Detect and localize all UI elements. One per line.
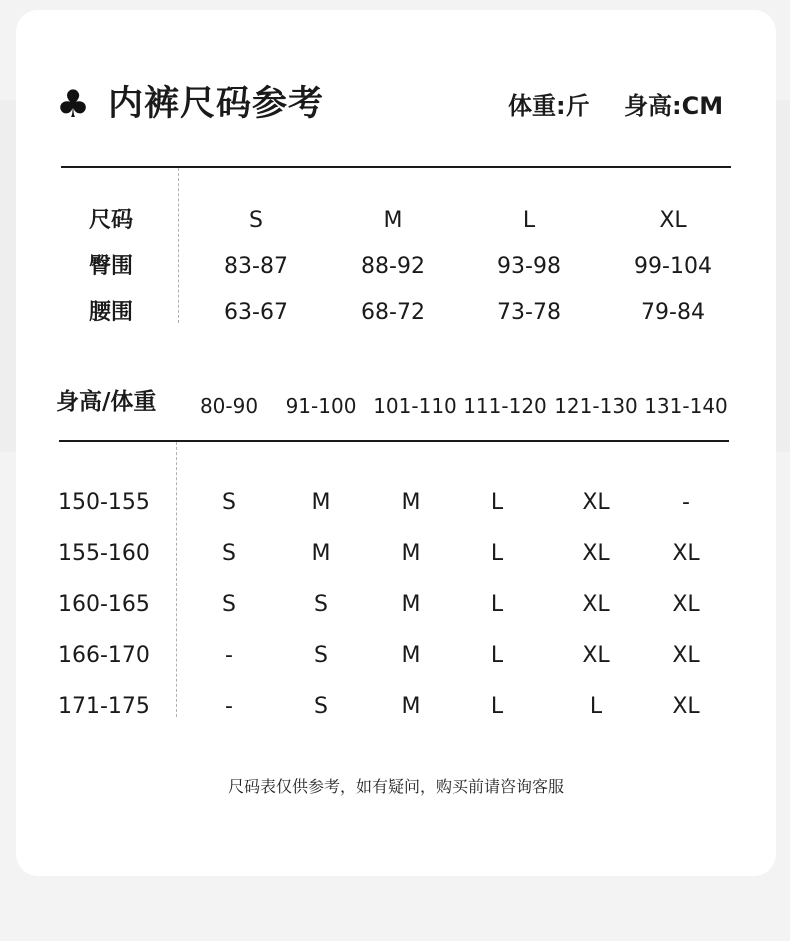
height-unit-label: 身高:CM [624,92,724,120]
hip-l: 93-98 [497,254,561,279]
fit-cell: L [490,592,504,617]
row-label-waist: 腰围 [88,300,133,325]
size-xl: XL [659,208,687,233]
waist-s: 63-67 [224,300,288,325]
page-title: 内裤尺码参考 [108,84,325,124]
row-height-label: 166-170 [58,643,150,668]
fit-cell: - [225,694,233,719]
fit-cell: S [222,592,236,617]
fit-cell: M [401,643,421,668]
fit-cell: S [222,541,236,566]
divider-fit-table [59,440,729,442]
fit-cell: S [314,694,328,719]
fit-cell: M [401,541,421,566]
fit-cell: XL [672,694,700,719]
fit-cell: XL [582,643,610,668]
fit-cell: XL [582,490,610,515]
weight-range-header: 121-130 [554,394,638,418]
fit-cell: M [401,592,421,617]
fit-cell: XL [672,541,700,566]
row-height-label: 160-165 [58,592,150,617]
fit-cell: XL [582,541,610,566]
fit-cell: - [225,643,233,668]
waist-l: 73-78 [497,300,561,325]
fit-cell: L [490,541,504,566]
hip-xl: 99-104 [634,254,712,279]
weight-range-header: 91-100 [285,394,357,418]
fit-table-divider [176,442,177,717]
row-label-size: 尺码 [88,208,133,233]
fit-cell: S [222,490,236,515]
size-table-divider [178,168,179,323]
fit-cell: - [682,490,690,515]
fit-cell: M [401,694,421,719]
row-height-label: 150-155 [58,490,150,515]
fit-cell: XL [672,592,700,617]
footer-note: 尺码表仅供参考，如有疑问，购买前请咨询客服 [227,777,564,796]
fit-cell: M [311,490,331,515]
fit-cell: M [311,541,331,566]
divider-top [61,166,731,168]
hip-m: 88-92 [361,254,425,279]
fit-cell: XL [672,643,700,668]
fit-cell: L [490,694,504,719]
fit-cell: L [490,490,504,515]
size-l: L [522,208,536,233]
weight-range-header: 101-110 [373,394,457,418]
waist-m: 68-72 [361,300,425,325]
club-icon: ♣ [56,82,91,126]
waist-xl: 79-84 [641,300,705,325]
fit-cell: S [314,592,328,617]
size-chart-card [16,10,776,876]
weight-range-header: 80-90 [199,394,259,418]
weight-unit-label: 体重:斤 [508,92,590,120]
size-s: S [249,208,263,233]
row-height-label: 155-160 [58,541,150,566]
weight-range-header: 131-140 [644,394,728,418]
fit-cell: L [490,643,504,668]
size-m: M [383,208,403,233]
weight-range-header: 111-120 [463,394,547,418]
fit-cell: M [401,490,421,515]
fit-cell: L [589,694,603,719]
fit-cell: S [314,643,328,668]
row-label-hip: 臀围 [88,254,133,279]
hip-s: 83-87 [224,254,288,279]
row-height-label: 171-175 [58,694,150,719]
fit-table-corner-label: 身高/体重 [56,389,157,415]
fit-cell: XL [582,592,610,617]
